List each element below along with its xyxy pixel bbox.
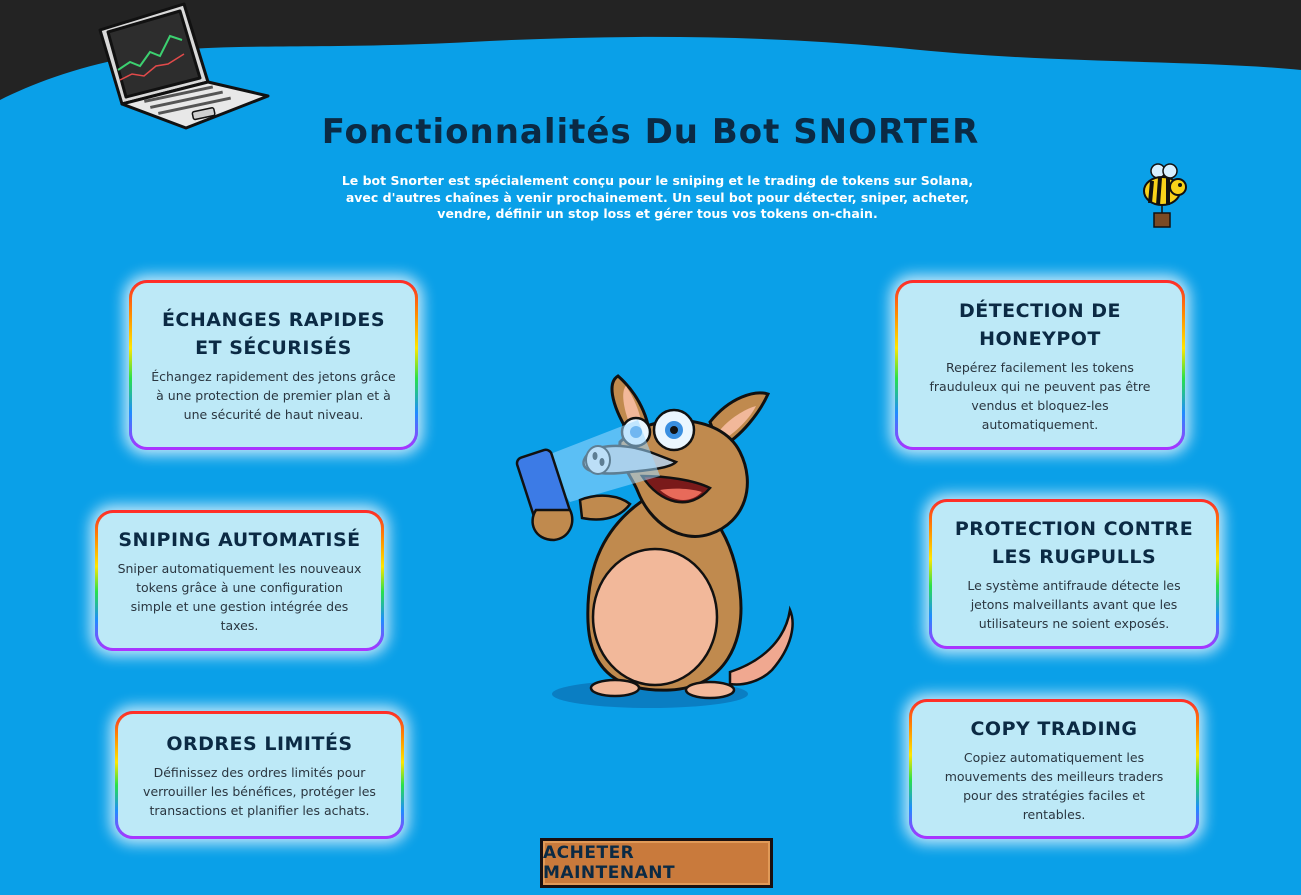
feature-card-title: ORDRES LIMITÉS (166, 733, 353, 755)
feature-card-text: Copiez automatiquement les mouvements des meilleurs traders pour des stratégies faciles et rentables. (944, 749, 1164, 822)
armadillo-mascot (510, 372, 800, 714)
feature-card-text: Échangez rapidement des jetons grâce à une protection de premier plan et à une sécurité de haut niveau. (151, 369, 396, 422)
feature-card-text: Le système antifraude détecte les jetons malveillants avant que les utilisateurs ne soient exposés. (967, 578, 1181, 631)
feature-card-title: ÉCHANGES RAPIDES ET SÉCURISÉS (161, 309, 386, 359)
feature-card-title: SNIPING AUTOMATISÉ (118, 529, 361, 551)
feature-card-title: PROTECTION CONTRE LES RUGPULLS (954, 518, 1194, 568)
feature-card-text: Définissez des ordres limités pour verrouiller les bénéfices, protéger les transactions et planifier les achats. (143, 765, 376, 818)
feature-card-title: COPY TRADING (970, 717, 1138, 740)
feature-card-copy-trading (909, 699, 1199, 839)
feature-card-text: Repérez facilement les tokens frauduleux qui ne peuvent pas être vendus et bloquez-les automatiquement. (929, 359, 1151, 432)
feature-card-text: Sniper automatiquement les nouveaux tokens grâce à une configuration simple et une gestion intégrée des taxes. (117, 561, 362, 633)
page-title: Fonctionnalités Du Bot SNORTER (321, 112, 980, 152)
feature-card-title: DÉTECTION DE HONEYPOT (958, 299, 1122, 350)
bee-icon (1140, 163, 1192, 233)
feature-card-rugpull (929, 499, 1219, 649)
feature-card-fast-swaps (129, 280, 418, 450)
feature-card-auto-sniping (95, 510, 384, 651)
buy-now-button[interactable]: ACHETER MAINTENANT (540, 838, 773, 888)
page-subtitle: Le bot Snorter est spécialement conçu pour le sniping et le trading de tokens sur Solana, avec d'autres chaînes à venir prochainement. Un seul bot pour détecter, sniper, acheter, vendre, définir un stop loss et gérer tous vos tokens on-chain. (341, 173, 974, 221)
feature-card-limit-orders (115, 711, 404, 839)
feature-card-honeypot (895, 280, 1185, 450)
